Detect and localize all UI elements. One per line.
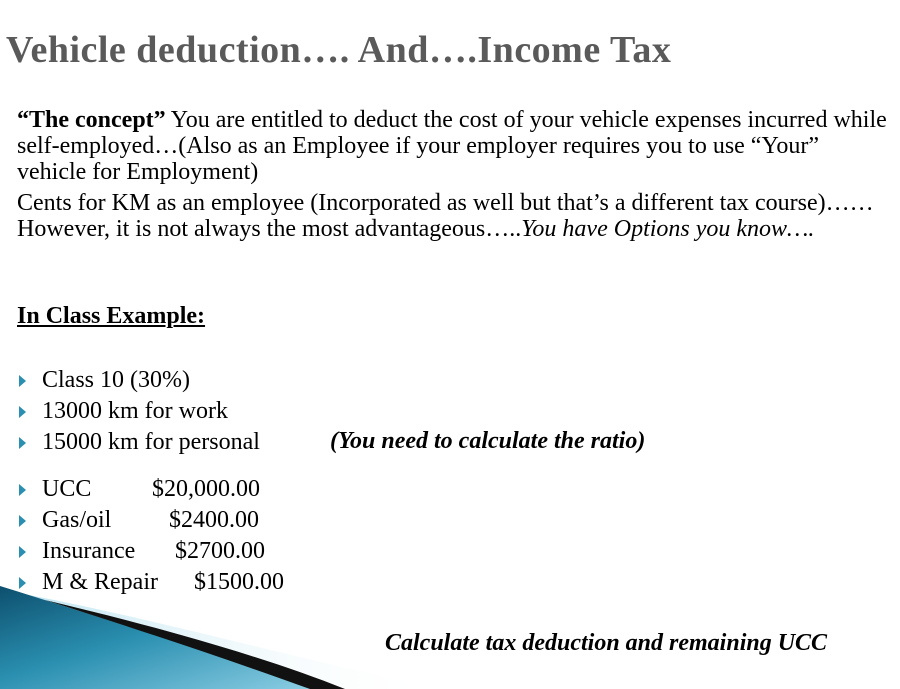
concept-lead: “The concept” <box>17 107 166 133</box>
item-value: $2400.00 <box>169 507 259 533</box>
item-label: 13000 km for work <box>42 398 228 424</box>
slide-title: Vehicle deduction…. And….Income Tax <box>6 29 672 71</box>
ratio-note: (You need to calculate the ratio) <box>330 428 646 454</box>
in-class-example-heading: In Class Example: <box>17 303 206 329</box>
cents-italic: You have Options you know…. <box>521 216 815 242</box>
item-value: $1500.00 <box>194 569 284 595</box>
item-label: 15000 km for personal <box>42 429 260 455</box>
item-label: Class 10 (30%) <box>42 367 190 393</box>
footer-instruction: Calculate tax deduction and remaining UCC <box>385 630 828 656</box>
item-label: UCC <box>42 476 92 502</box>
item-label: Insurance <box>42 538 136 564</box>
item-value: $2700.00 <box>175 538 265 564</box>
cents-text: Cents for KM as an employee (Incorporated as well but that’s a different tax course)……However, it is not always the most advantageous….. <box>17 190 874 242</box>
concept-text: You are entitled to deduct the cost of your vehicle expenses incurred while self-employed…(Also as an Employee if your employer requires you to use “Your” vehicle for Employment) <box>17 107 887 185</box>
item-label: Gas/oil <box>42 507 112 533</box>
item-label: M & Repair <box>42 569 158 595</box>
item-value: $20,000.00 <box>152 476 260 502</box>
